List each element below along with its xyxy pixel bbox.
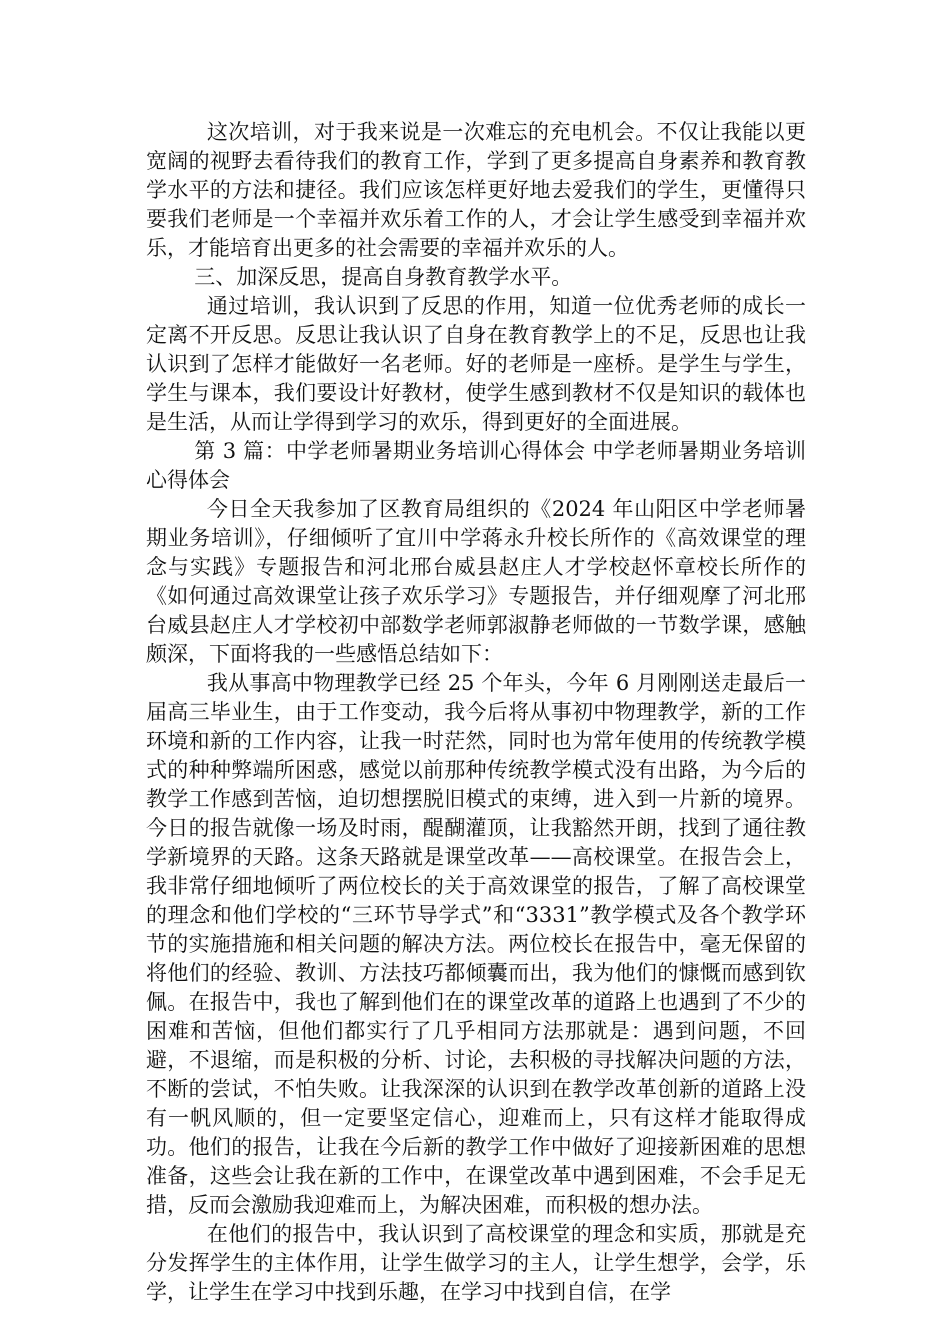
- body-paragraph: 今日全天我参加了区教育局组织的《2024 年山阳区中学老师暑期业务培训》，仔细倾听了宜川中学蒋永升校长所作的《高效课堂的理念与实践》专题报告和河北邢台威县赵庄人才学校赵怀章校长所作的《如何通过高效课堂让孩子欢乐学习》专题报告，并仔细观摩了河北邢台威县赵庄人才学校初中部数学老师郭淑静老师做的一节数学课，感触颇深，下面将我的一些感悟总结如下：: [146, 497, 806, 666]
- body-paragraph: 在他们的报告中，我认识到了高校课堂的理念和实质，那就是充分发挥学生的主体作用，让学生做学习的主人，让学生想学，会学，乐学，让学生在学习中找到乐趣，在学习中找到自信，在学: [146, 1222, 806, 1304]
- section-heading: 三、加深反思，提高自身教育教学水平。: [194, 265, 573, 289]
- document-body: [146, 118, 806, 1307]
- body-paragraph: 通过培训，我认识到了反思的作用，知道一位优秀老师的成长一定离不开反思。反思让我认识了自身在教育教学上的不足，反思也让我认识到了怎样才能做好一名老师。好的老师是一座桥。是学生与学生，学生与课本，我们要设计好教材，使学生感到教材不仅是知识的载体也是生活，从而让学得到学习的欢乐，得到更好的全面进展。: [146, 294, 806, 434]
- body-paragraph: 这次培训，对于我来说是一次难忘的充电机会。不仅让我能以更宽阔的视野去看待我们的教育工作，学到了更多提高自身素养和教育教学水平的方法和捷径。我们应该怎样更好地去爱我们的学生，更懂得只要我们老师是一个幸福并欢乐着工作的人，才会让学生感受到幸福并欢乐，才能培育出更多的社会需要的幸福并欢乐的人。: [146, 120, 806, 260]
- body-paragraph: 我从事高中物理教学已经 25 个年头，今年 6 月刚刚送走最后一届高三毕业生，由于工作变动，我今后将从事初中物理教学，新的工作环境和新的工作内容，让我一时茫然，同时也为常年使用的传统教学模式的种种弊端所困惑，感觉以前那种传统教学模式没有出路，为今后的教学工作感到苦恼，迫切想摆脱旧模式的束缚，进入到一片新的境界。今日的报告就像一场及时雨，醍醐灌顶，让我豁然开朗，找到了通往教学新境界的天路。这条天路就是课堂改革——高校课堂。在报告会上，我非常仔细地倾听了两位校长的关于高效课堂的报告，了解了高校课堂的理念和他们学校的“三环节导学式”和“3331”教学模式及各个教学环节的实施措施和相关问题的解决方法。两位校长在报告中，毫无保留的将他们的经验、教训、方法技巧都倾囊而出，我为他们的慷慨而感到钦佩。在报告中，我也了解到他们在的课堂改革的道路上也遇到了不少的困难和苦恼，但他们都实行了几乎相同方法那就是：遇到问题，不回避，不退缩，而是积极的分析、讨论，去积极的寻找解决问题的方法，不断的尝试，不怕失败。让我深深的认识到在教学改革创新的道路上没有一帆风顺的，但一定要坚定信心，迎难而上，只有这样才能取得成功。他们的报告，让我在今后新的教学工作中做好了迎接新困难的思想准备，这些会让我在新的工作中，在课堂改革中遇到困难，不会手足无措，反而会激励我迎难而上，为解决困难，而积极的想办法。: [146, 671, 806, 1217]
- article-title: 第 3 篇：中学老师暑期业务培训心得体会 中学老师暑期业务培训心得体会: [146, 439, 806, 492]
